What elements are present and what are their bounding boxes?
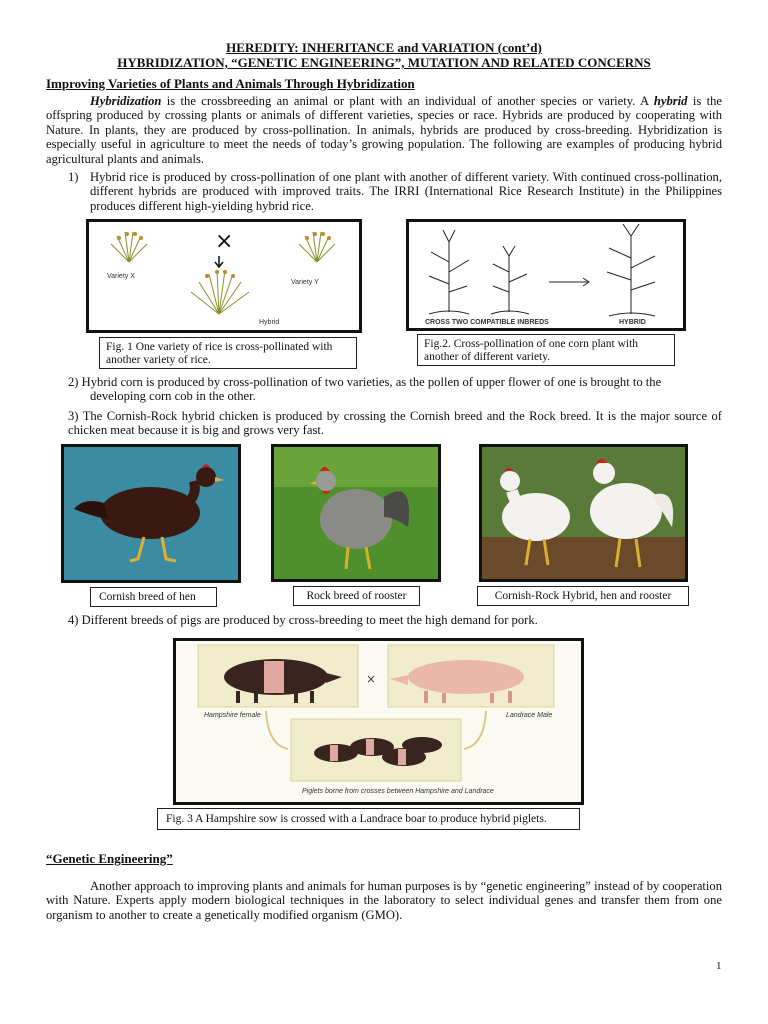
photo-cornish-rock-hybrid [479,444,688,582]
corn-right-label: HYBRID [619,319,646,326]
cornish-rock-hybrid-illustration [482,447,685,579]
piglets-label: Piglets borne from crosses between Hampshire and Landrace [302,788,494,795]
intro-text-a: is the crossbreeding an animal or plant with an individual of another species or variety. A [161,94,654,108]
section-heading-hybridization: Improving Varieties of Plants and Animals Through Hybridization [46,76,415,91]
pig-cross-illustration [176,641,581,802]
caption-cornish-rock-hybrid: Cornish-Rock Hybrid, hen and rooster [477,586,689,606]
photo-rock-rooster [271,444,441,582]
item-1-number: 1) [68,170,79,184]
section-heading-genetic-engineering: “Genetic Engineering” [46,851,173,866]
figure-pig-crossbreeding [173,638,584,805]
corn-cross-illustration [409,222,683,328]
item-2-continued: developing corn cob in the other. [90,389,256,403]
pig-cross-mark: × [366,672,377,686]
fig3-caption: Fig. 3 A Hampshire sow is crossed with a Landrace boar to produce hybrid piglets. [157,808,580,830]
term-hybrid: hybrid [653,94,688,108]
item-3-text: 3) The Cornish-Rock hybrid chicken is produced by crossing the Cornish breed and the Rock breed. It is the major source of chicken meat because it is big and grows very fast. [68,409,722,438]
caption-rock-rooster: Rock breed of rooster [293,586,420,606]
variety-x-label: Variety X [107,273,135,280]
hybrid-label: Hybrid [259,319,280,326]
photo-cornish-hen [61,444,241,583]
cross-mark: × [215,229,234,254]
fig1-caption: Fig. 1 One variety of rice is cross-pollinated with another variety of rice. [99,337,357,369]
intro-text-b: is the offspring produced by crossing plants or animals of different varieties, species or race. Hybrids are produced by cooperating with Nature. In plants, they are produced by cross-pollination. In animals, hybrids are produced by cross-breeding. Hybridization is especially useful in agriculture to meet the needs of today’s growing population. The following are examples of producing hybrid agricultural plants and animals. [46,94,722,166]
title-line-2: HYBRIDIZATION, “GENETIC ENGINEERING”, MUTATION AND RELATED CONCERNS [117,55,651,70]
rice-cross-illustration [89,222,359,330]
variety-y-label: Variety Y [291,279,319,286]
item-4-text: 4) Different breeds of pigs are produced by cross-breeding to meet the high demand for pork. [68,613,538,627]
rock-rooster-illustration [274,447,438,579]
pig-right-label: Landrace Male [506,712,553,719]
intro-paragraph [46,94,722,166]
page-number: 1 [716,960,722,972]
term-hybridization: Hybridization [90,94,162,108]
caption-cornish-hen: Cornish breed of hen [90,587,217,607]
pig-left-label: Hampshire female [204,712,261,719]
figure-corn-hybridization [406,219,686,331]
cornish-hen-illustration [64,447,238,580]
corn-left-label: CROSS TWO COMPATIBLE INBREDS [425,319,549,326]
title-line-1: HEREDITY: INHERITANCE and VARIATION (cont’d) [226,40,542,55]
item-1-text: Hybrid rice is produced by cross-pollination of one plant with another of different variety. With continued cross-pollination, different hybrids are produced with improved traits. The IRRI (International Rice Research Institute) in the Philippines produces different high-yielding hybrid rice. [90,170,722,213]
genetic-engineering-paragraph: Another approach to improving plants and animals for human purposes is by “genetic engineering” instead of by cooperation with Nature. Experts apply modern biological techniques in the laboratory to select individual genes and transfer them from one organism to another to create a genetically modified organism (GMO). [46,879,722,922]
fig2-caption: Fig.2. Cross-pollination of one corn plant with another of different variety. [417,334,675,366]
item-2-text: 2) Hybrid corn is produced by cross-pollination of two varieties, as the pollen of upper flower of one is brought to the [68,375,662,389]
figure-rice-hybridization [86,219,362,333]
